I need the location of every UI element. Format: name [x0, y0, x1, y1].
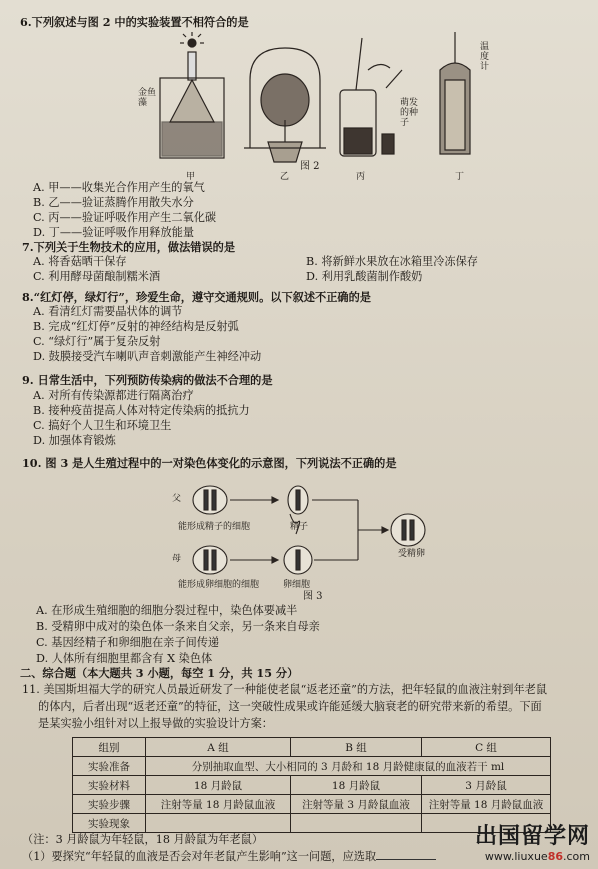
q6-option-c: C. 丙——验证呼吸作用产生二氧化碳 — [33, 211, 217, 224]
figure-2 — [140, 30, 500, 170]
father-cell — [193, 486, 227, 514]
header-cell: C 组 — [422, 738, 551, 757]
q9-option-c: C. 搞好个人卫生和环境卫生 — [33, 419, 172, 432]
q10-option-a: A. 在形成生殖细胞的细胞分裂过程中，染色体要减半 — [36, 604, 298, 617]
label-egg-forming-cell: 能形成卵细胞的细胞 — [178, 580, 260, 590]
q8-option-b: B. 完成“红灯停”反射的神经结构是反射弧 — [33, 320, 239, 333]
table-cell: 18 月龄鼠 — [146, 776, 291, 795]
apparatus-jia — [160, 32, 224, 158]
label-mother: 母 — [172, 554, 182, 564]
label-seeds: 萌发的种子 — [400, 98, 419, 128]
header-cell: B 组 — [291, 738, 422, 757]
table-row — [73, 795, 551, 814]
q7-option-b: B. 将新鲜水果放在冰箱里冷冻保存 — [306, 255, 478, 268]
row-label: 实验步骤 — [73, 795, 146, 814]
apparatus-bing — [340, 38, 402, 156]
apparatus-yi — [244, 48, 326, 162]
q7-option-a: A. 将香菇晒干保存 — [33, 255, 127, 268]
label-egg: 卵细胞 — [283, 580, 311, 590]
q11-line-3: 是某实验小组针对以上报导做的实验设计方案： — [38, 717, 273, 730]
table-row — [73, 757, 551, 776]
table-cell: 18 月龄鼠 — [291, 776, 422, 795]
figure-2-caption: 图 2 — [300, 161, 320, 172]
q11-note: （注：3 月龄鼠为年轻鼠，18 月龄鼠为年老鼠） — [22, 833, 264, 846]
q11-sub-1 — [22, 849, 436, 864]
table-cell: 注射等量 3 月龄鼠血液 — [291, 795, 422, 814]
answer-blank — [376, 849, 436, 860]
q7-option-d: D. 利用乳酸菌制作酸奶 — [306, 270, 423, 283]
prep-cell: 分别抽取血型、大小相同的 3 月龄和 18 月龄健康鼠的血液若干 ml — [146, 757, 551, 776]
watermark-title: 出国留学网 — [474, 824, 590, 849]
table-cell: 注射等量 18 月龄鼠血液 — [422, 795, 551, 814]
header-cell: 组别 — [73, 738, 146, 757]
label-sperm: 精子 — [290, 522, 309, 532]
label-ding: 丁 — [455, 172, 465, 182]
table-header-row — [73, 738, 551, 757]
figure-3-caption: 图 3 — [303, 591, 323, 602]
q11-line-1: 11. 美国斯坦福大学的研究人员最近研发了一种能使老鼠“返老还童”的方法，把年轻鼠的血液注射到年老鼠 — [22, 683, 548, 696]
table-cell — [291, 814, 422, 833]
label-jia: 甲 — [186, 172, 196, 182]
table-cell: 注射等量 18 月龄鼠血液 — [146, 795, 291, 814]
q7-stem: 7.下列关于生物技术的应用，做法错误的是 — [22, 240, 236, 254]
header-cell: A 组 — [146, 738, 291, 757]
url-part: .com — [563, 850, 590, 863]
label-yi: 乙 — [280, 172, 290, 182]
row-label: 实验材料 — [73, 776, 146, 795]
q8-stem: 8.“红灯停，绿灯行”，珍爱生命，遵守交通规则。以下叙述不正确的是 — [22, 290, 371, 304]
url-number: 86 — [547, 850, 563, 863]
table-cell: 3 月龄鼠 — [422, 776, 551, 795]
label-father: 父 — [172, 494, 182, 504]
q10-stem: 10. 图 3 是人生殖过程中的一对染色体变化的示意图，下列说法不正确的是 — [22, 456, 397, 470]
zygote-cell — [391, 514, 425, 546]
label-thermometer: 温度计 — [480, 42, 490, 72]
label-sperm-forming-cell: 能形成精子的细胞 — [178, 522, 251, 532]
q9-stem: 9. 日常生活中，下列预防传染病的做法不合理的是 — [22, 373, 273, 387]
label-bing: 丙 — [356, 172, 366, 182]
section-2-title: 二、综合题（本大题共 3 小题，每空 1 分，共 15 分） — [20, 666, 299, 680]
label-zygote: 受精卵 — [398, 549, 426, 559]
label-jin-yu-zao: 金鱼藻 — [138, 88, 157, 108]
q11-line-2: 的体内，后者出现“返老还童”的特征，这一突破性成果或许能延缓大脑衰老的研究带来新的希望。下面 — [38, 700, 542, 713]
q10-option-b: B. 受精卵中成对的染色体一条来自父亲，另一条来自母亲 — [36, 620, 320, 633]
q6-option-d: D. 丁——验证呼吸作用释放能量 — [33, 226, 195, 239]
q9-option-a: A. 对所有传染源都进行隔离治疗 — [33, 389, 194, 402]
apparatus-ding — [440, 32, 470, 154]
watermark-url — [475, 850, 590, 863]
q6-option-a: A. 甲——收集光合作用产生的氧气 — [33, 181, 205, 194]
row-label: 实验现象 — [73, 814, 146, 833]
watermark — [475, 819, 590, 863]
q10-option-c: C. 基因经精子和卵细胞在亲子间传递 — [36, 636, 220, 649]
q9-option-d: D. 加强体育锻炼 — [33, 434, 116, 447]
row-label: 实验准备 — [73, 757, 146, 776]
table-cell — [146, 814, 291, 833]
url-part: www.liuxue — [484, 850, 548, 863]
q6-stem: 6.下列叙述与图 2 中的实验装置不相符合的是 — [20, 15, 249, 29]
table-row — [73, 776, 551, 795]
mother-cell — [193, 546, 227, 574]
q8-option-c: C. “绿灯行”属于复杂反射 — [33, 335, 161, 348]
q7-option-c: C. 利用酵母菌酿制糯米酒 — [33, 270, 161, 283]
q11-sub-1-text: （1）要探究“年轻鼠的血液是否会对年老鼠产生影响”这一问题，应选取 — [22, 850, 377, 863]
q6-option-b: B. 乙——验证蒸腾作用散失水分 — [33, 196, 194, 209]
q8-option-d: D. 鼓膜接受汽车喇叭声音刺激能产生神经冲动 — [33, 350, 262, 363]
q8-option-a: A. 看清红灯需要晶状体的调节 — [33, 305, 183, 318]
q9-option-b: B. 接种疫苗提高人体对特定传染病的抵抗力 — [33, 404, 250, 417]
q10-option-d: D. 人体所有细胞里都含有 X 染色体 — [36, 652, 213, 665]
